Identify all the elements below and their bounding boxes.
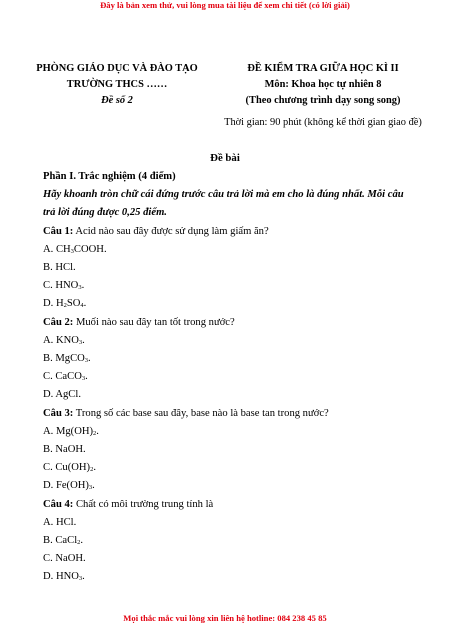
question-label: Câu 4: bbox=[43, 498, 74, 510]
option-text: D. H bbox=[43, 298, 64, 310]
answer-option[interactable] bbox=[43, 459, 413, 477]
question-text: Muối nào sau đây tan tốt trong nước? bbox=[73, 316, 235, 328]
option-text: B. MgCO bbox=[43, 353, 85, 365]
option-subscript: 3 bbox=[88, 484, 93, 492]
question-label: Câu 2: bbox=[43, 316, 74, 328]
exam-body bbox=[43, 168, 413, 587]
header-left bbox=[24, 61, 210, 109]
option-subscript: 3 bbox=[78, 575, 83, 583]
part-title: Phần I. Trắc nghiệm (4 điểm) bbox=[43, 171, 176, 182]
option-text: SO bbox=[66, 298, 81, 310]
header-right bbox=[216, 61, 430, 109]
option-text: . bbox=[88, 353, 91, 365]
option-subscript: 2 bbox=[77, 539, 81, 547]
answer-option[interactable] bbox=[43, 568, 413, 586]
answer-option[interactable] bbox=[43, 368, 413, 386]
answer-option[interactable] bbox=[43, 259, 413, 277]
section-title: Đề bài bbox=[210, 152, 240, 164]
answer-option[interactable] bbox=[43, 277, 413, 295]
question-text: Chất có môi trường trung tính là bbox=[73, 498, 214, 510]
subject-name: Môn: Khoa học tự nhiên 8 bbox=[264, 79, 382, 90]
exam-duration: Thời gian: 90 phút (không kể thời gian giao đề) bbox=[224, 117, 422, 128]
option-subscript: 3 bbox=[84, 357, 89, 365]
option-subscript: 2 bbox=[93, 429, 97, 437]
instruction-line-1: Hãy khoanh tròn chữ cái đứng trước câu trả lời mà em cho là đúng nhất. Mỗi câu bbox=[43, 189, 404, 201]
question-4 bbox=[43, 496, 413, 514]
answer-option[interactable] bbox=[43, 441, 413, 459]
option-text: B. HCl. bbox=[43, 262, 76, 274]
option-text: . bbox=[82, 334, 85, 346]
option-text: . bbox=[92, 480, 95, 492]
answer-option[interactable] bbox=[43, 532, 413, 550]
answer-option[interactable] bbox=[43, 477, 413, 495]
option-text: A. CH bbox=[43, 243, 71, 255]
option-subscript: 4 bbox=[80, 302, 84, 310]
option-text: D. HNO bbox=[43, 571, 79, 583]
answer-option[interactable] bbox=[43, 295, 413, 313]
answer-option[interactable] bbox=[43, 350, 413, 368]
bottom-hotline-banner: Mọi thắc mắc vui lòng xin liên hệ hotline: 084 238 45 85 bbox=[123, 613, 327, 623]
option-text: C. NaOH. bbox=[43, 553, 86, 565]
option-subscript: 3 bbox=[78, 284, 82, 292]
answer-option[interactable] bbox=[43, 386, 413, 404]
question-3 bbox=[43, 405, 413, 423]
question-list bbox=[43, 223, 413, 587]
question-label: Câu 1: bbox=[43, 225, 74, 237]
option-text: COOH. bbox=[73, 243, 107, 255]
answer-option[interactable] bbox=[43, 332, 413, 350]
option-subscript: 3 bbox=[81, 375, 86, 383]
department-name: PHÒNG GIÁO DỤC VÀ ĐÀO TẠO bbox=[36, 63, 198, 74]
school-name: TRƯỜNG THCS …… bbox=[66, 79, 168, 90]
exam-number: Đề số 2 bbox=[101, 95, 133, 106]
option-subscript: 3 bbox=[70, 247, 74, 255]
answer-option[interactable] bbox=[43, 423, 413, 441]
option-text: . bbox=[83, 298, 87, 310]
option-text: A. Mg(OH) bbox=[43, 425, 94, 437]
answer-option[interactable] bbox=[43, 241, 413, 259]
exam-title: ĐỀ KIỂM TRA GIỮA HỌC KÌ II bbox=[247, 63, 399, 74]
option-subscript: 2 bbox=[63, 302, 67, 310]
option-text: B. CaCl bbox=[43, 535, 78, 547]
option-text: D. Fe(OH) bbox=[43, 480, 89, 492]
top-notice-banner: Đây là bản xem thử, vui lòng mua tài liệu để xem chi tiết (có lời giải) bbox=[100, 0, 350, 10]
curriculum-note: (Theo chương trình dạy song song) bbox=[245, 95, 401, 106]
instruction-line-2: trả lời đúng được 0,25 điểm. bbox=[43, 207, 167, 219]
option-text: A. HCl. bbox=[43, 516, 77, 528]
question-label: Câu 3: bbox=[43, 407, 74, 419]
option-text: . bbox=[93, 462, 96, 474]
option-text: C. CaCO bbox=[43, 371, 82, 383]
option-text: . bbox=[82, 571, 85, 583]
option-subscript: 2 bbox=[90, 466, 94, 474]
question-text: Trong số các base sau đây, base nào là base tan trong nước? bbox=[73, 407, 329, 419]
option-text: A. KNO bbox=[43, 334, 79, 346]
question-1 bbox=[43, 223, 413, 241]
option-text: C. Cu(OH) bbox=[43, 462, 91, 474]
option-text: B. NaOH. bbox=[43, 444, 86, 456]
answer-option[interactable] bbox=[43, 550, 413, 568]
answer-option[interactable] bbox=[43, 514, 413, 532]
option-text: . bbox=[81, 280, 85, 292]
option-text: C. HNO bbox=[43, 280, 79, 292]
option-subscript: 3 bbox=[78, 338, 83, 346]
question-2 bbox=[43, 314, 413, 332]
option-text: . bbox=[96, 425, 99, 437]
option-text: D. AgCl. bbox=[43, 389, 81, 401]
option-text: . bbox=[85, 371, 88, 383]
option-text: . bbox=[80, 535, 84, 547]
question-text: Acid nào sau đây được sử dụng làm giấm ăn? bbox=[73, 225, 269, 237]
